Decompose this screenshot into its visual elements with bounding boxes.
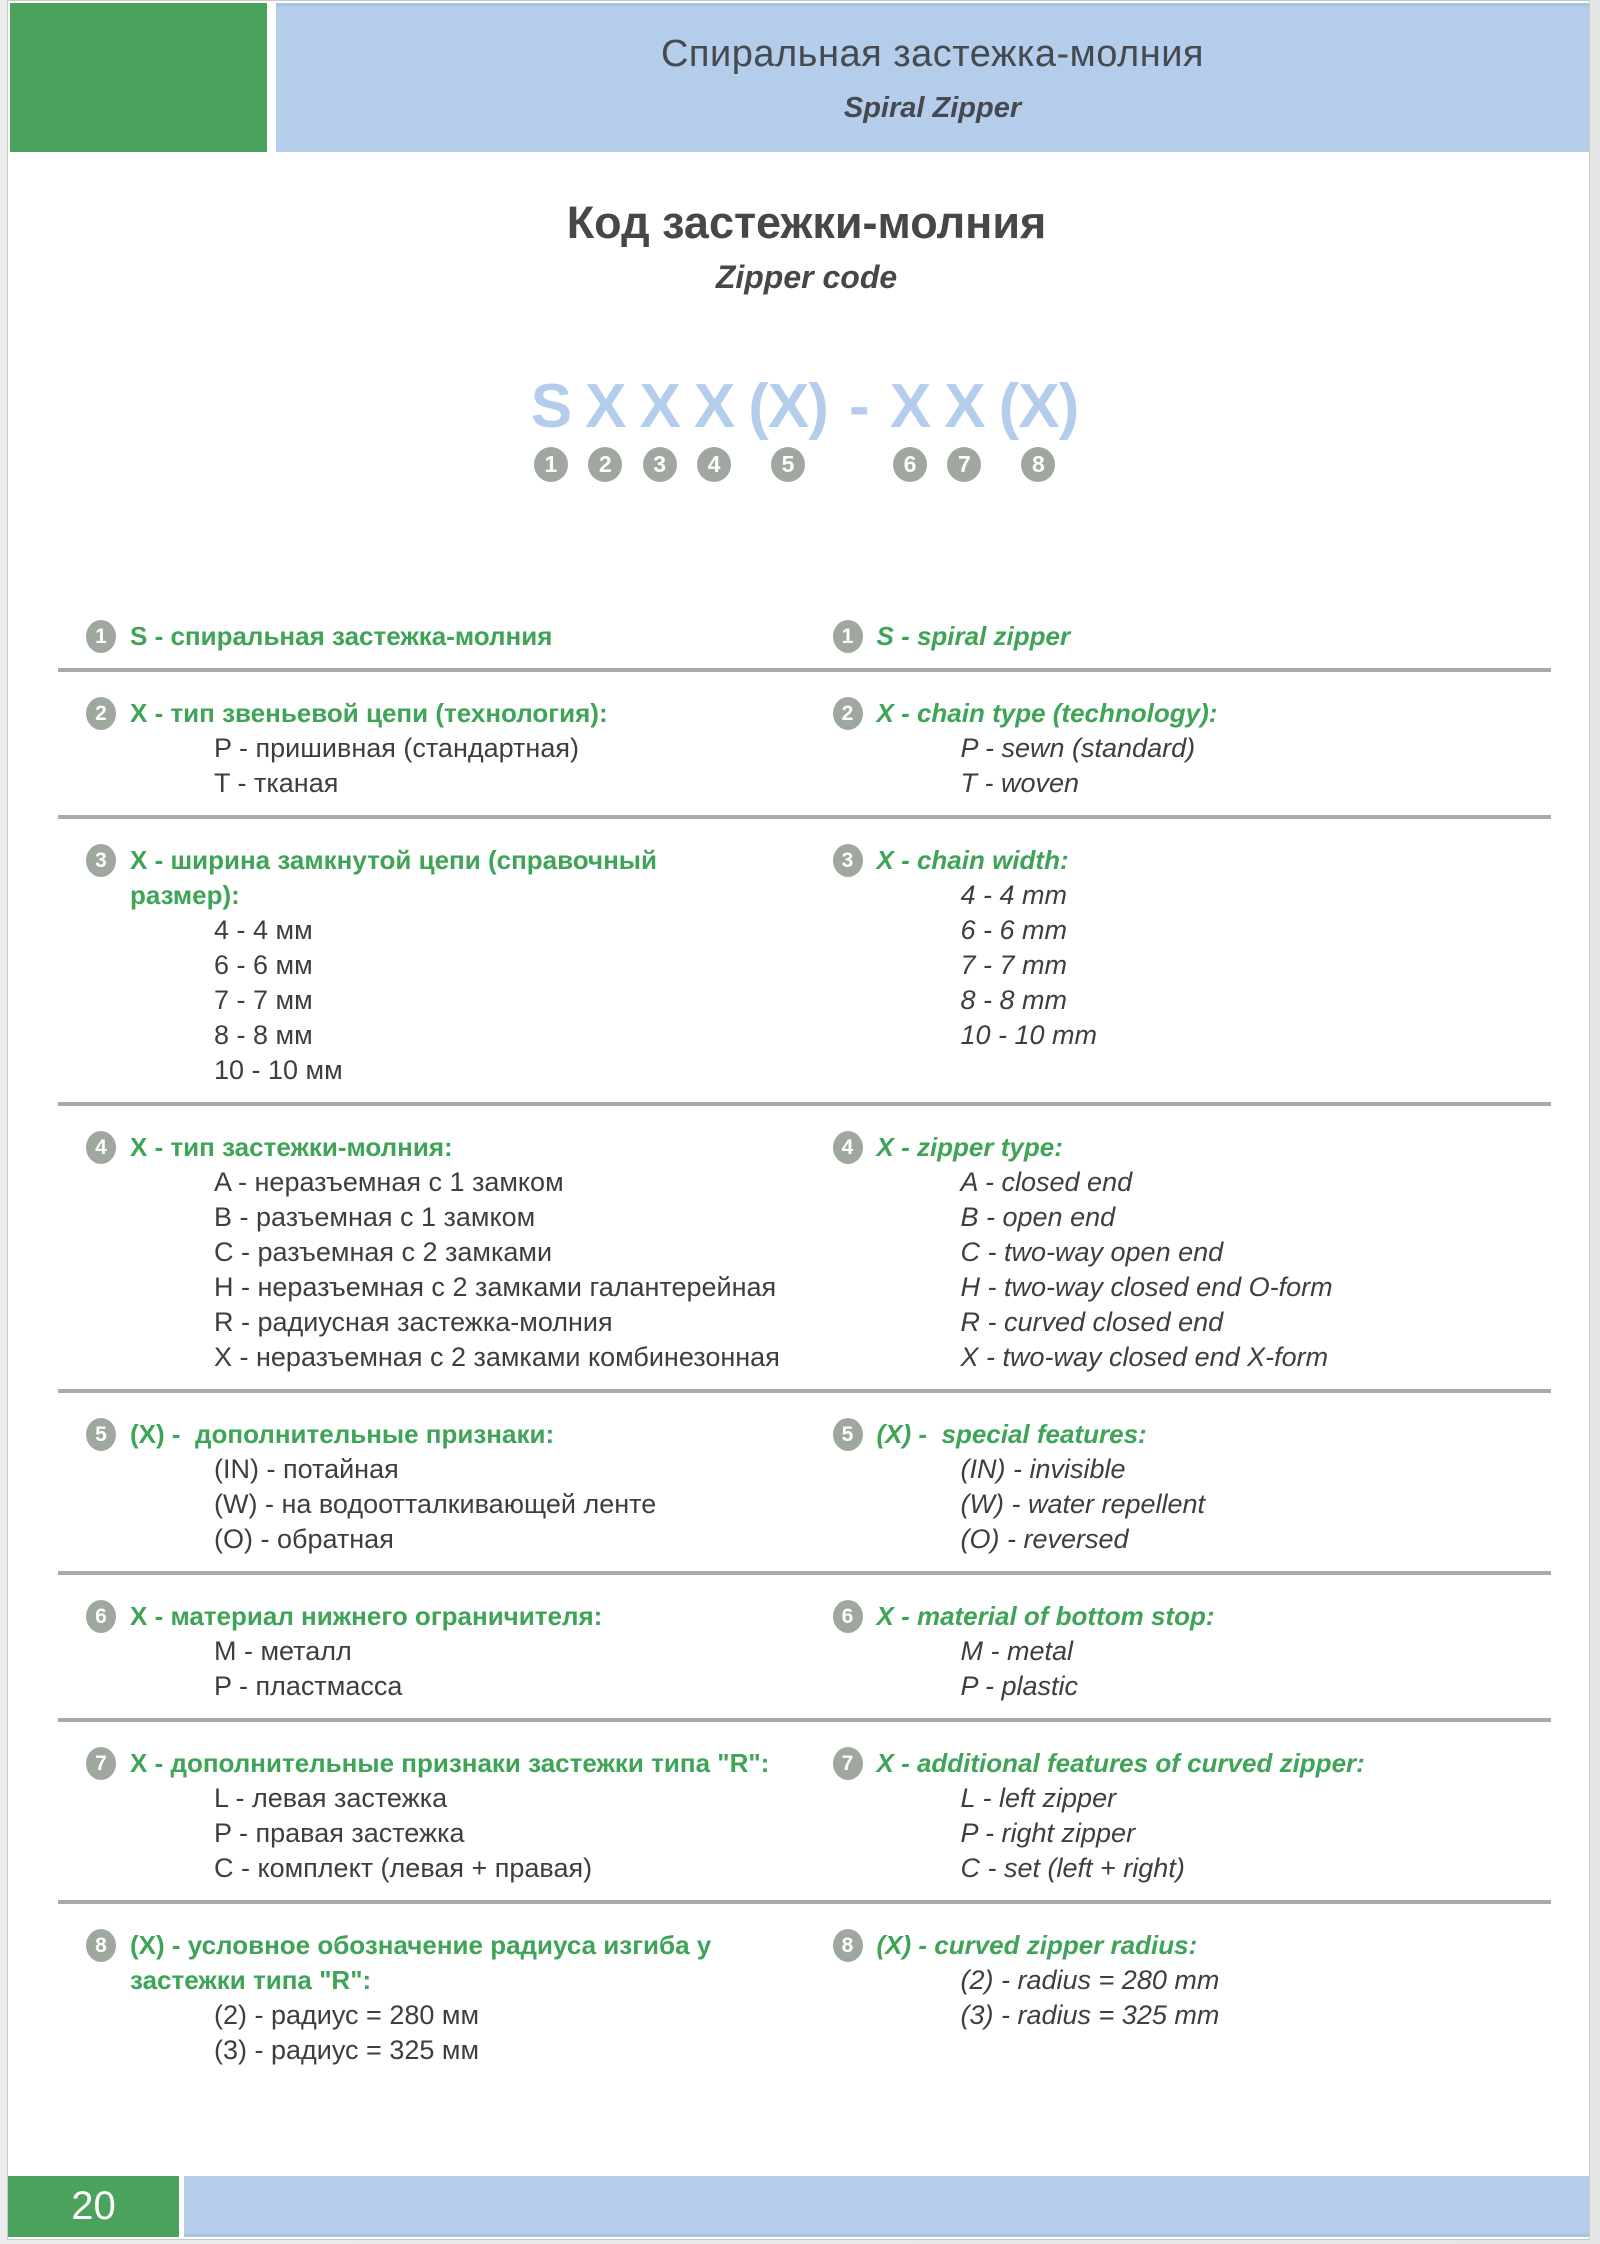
legend-item: X - two-way closed end X-form bbox=[960, 1342, 1329, 1372]
code-symbol: (X) bbox=[748, 372, 828, 441]
code-symbol-column bbox=[639, 372, 680, 482]
legend-item: (3) - радиус = 325 мм bbox=[214, 2035, 480, 2065]
code-symbol-column bbox=[693, 372, 735, 482]
section-column-ru bbox=[58, 1746, 805, 1886]
legend-section bbox=[58, 595, 1551, 672]
step-number-badge: 8 bbox=[86, 1929, 116, 1962]
section-column-ru bbox=[58, 696, 805, 801]
section-heading-text: X - ширина замкнутой цепи (справочный размер): bbox=[130, 845, 665, 910]
section-column-en bbox=[805, 843, 1552, 1088]
section-items-ru bbox=[86, 1634, 805, 1704]
section-column-en bbox=[805, 1746, 1552, 1886]
page-number: 20 bbox=[71, 2184, 116, 2228]
section-items-ru bbox=[86, 1998, 805, 2068]
legend-item: 10 - 10 мм bbox=[214, 1055, 343, 1085]
section-items-en bbox=[833, 1165, 1552, 1375]
legend-item: (O) - обратная bbox=[214, 1524, 394, 1554]
code-symbol-column bbox=[842, 372, 876, 482]
section-heading-text: X - дополнительные признаки застежки типа "R": bbox=[130, 1748, 770, 1778]
section-column-en bbox=[805, 1130, 1552, 1375]
doc-heading-ru: Код застежки-молния bbox=[566, 197, 1047, 248]
section-column-ru bbox=[58, 1599, 805, 1704]
legend-item: P - пластмасса bbox=[214, 1671, 403, 1701]
section-heading-text: X - additional features of curved zipper: bbox=[876, 1748, 1365, 1778]
section-items-en bbox=[833, 1963, 1552, 2033]
step-number-badge: 3 bbox=[86, 844, 116, 877]
code-symbol-column bbox=[748, 372, 828, 482]
section-heading-text: X - тип звеньевой цепи (технология): bbox=[130, 698, 608, 728]
section-heading-ru bbox=[86, 696, 805, 731]
section-heading-en bbox=[833, 1130, 1552, 1165]
legend-item: 4 - 4 mm bbox=[960, 880, 1068, 910]
legend-item: 7 - 7 мм bbox=[214, 985, 313, 1015]
zipper-code-row bbox=[20, 372, 1589, 482]
legend-item: M - metal bbox=[960, 1636, 1074, 1666]
legend-item: P - правая застежка bbox=[214, 1818, 465, 1848]
code-symbol-column bbox=[585, 372, 626, 482]
legend-item: T - woven bbox=[960, 768, 1080, 798]
section-items-en bbox=[833, 878, 1552, 1053]
legend-section bbox=[58, 1722, 1551, 1904]
section-heading-en bbox=[833, 696, 1552, 731]
section-heading-ru bbox=[86, 1417, 805, 1452]
section-items-en bbox=[833, 1781, 1552, 1886]
step-number-badge: 8 bbox=[833, 1929, 863, 1962]
legend-item: (W) - на водоотталкивающей ленте bbox=[214, 1489, 657, 1519]
legend-item: C - разъемная с 2 замками bbox=[214, 1237, 553, 1267]
legend-item: P - plastic bbox=[960, 1671, 1079, 1701]
doc-heading bbox=[24, 197, 1589, 296]
code-symbol: X bbox=[639, 372, 680, 441]
section-heading-ru bbox=[86, 843, 805, 913]
step-number-badge: 6 bbox=[833, 1600, 863, 1633]
legend-item: L - left zipper bbox=[960, 1783, 1117, 1813]
step-number-badge: 1 bbox=[833, 620, 863, 653]
section-heading-text: S - спиральная застежка-молния bbox=[130, 621, 553, 651]
legend-item: 6 - 6 мм bbox=[214, 950, 313, 980]
step-number-badge: 8 bbox=[1021, 447, 1055, 482]
section-column-ru bbox=[58, 1417, 805, 1557]
footer-page-number-block bbox=[8, 2176, 179, 2237]
section-heading-ru bbox=[86, 1746, 805, 1781]
section-heading-ru bbox=[86, 1599, 805, 1634]
section-heading-text: (X) - curved zipper radius: bbox=[876, 1930, 1198, 1960]
section-heading-text: (X) - условное обозначение радиуса изгиба у застежки типа "R": bbox=[130, 1930, 719, 1995]
step-number-badge: 3 bbox=[643, 447, 677, 482]
legend-item: M - металл bbox=[214, 1636, 352, 1666]
section-column-en bbox=[805, 619, 1552, 654]
legend-item: R - curved closed end bbox=[960, 1307, 1224, 1337]
section-heading-en bbox=[833, 1417, 1552, 1452]
section-items-ru bbox=[86, 731, 805, 801]
doc-heading-en: Zipper code bbox=[715, 259, 898, 295]
legend-item: (3) - radius = 325 mm bbox=[960, 2000, 1220, 2030]
legend-item: H - two-way closed end O-form bbox=[960, 1272, 1333, 1302]
code-legend-sections bbox=[58, 595, 1551, 2082]
section-items-ru bbox=[86, 1165, 805, 1375]
header-title-en: Spiral Zipper bbox=[843, 92, 1022, 124]
legend-item: (IN) - invisible bbox=[960, 1454, 1126, 1484]
legend-section bbox=[58, 1575, 1551, 1722]
legend-item: X - неразъемная с 2 замками комбинезонная bbox=[214, 1342, 780, 1372]
legend-item: (W) - water repellent bbox=[960, 1489, 1206, 1519]
step-number-badge: 2 bbox=[86, 697, 116, 730]
footer-band bbox=[184, 2176, 1589, 2237]
code-symbol-column bbox=[889, 372, 931, 482]
legend-item: C - set (left + right) bbox=[960, 1853, 1185, 1883]
section-heading-text: X - zipper type: bbox=[876, 1132, 1063, 1162]
section-heading-text: (X) - дополнительные признаки: bbox=[130, 1419, 555, 1449]
code-symbol-column bbox=[944, 372, 985, 482]
legend-item: P - пришивная (стандартная) bbox=[214, 733, 579, 763]
step-number-badge: 2 bbox=[588, 447, 622, 482]
step-number-badge: 4 bbox=[86, 1131, 116, 1164]
legend-item: (2) - radius = 280 mm bbox=[960, 1965, 1220, 1995]
legend-item: T - тканая bbox=[214, 768, 339, 798]
legend-item: R - радиусная застежка-молния bbox=[214, 1307, 613, 1337]
legend-item: L - левая застежка bbox=[214, 1783, 448, 1813]
section-heading-text: S - spiral zipper bbox=[876, 621, 1071, 651]
section-items-ru bbox=[86, 913, 805, 1088]
legend-item: 6 - 6 mm bbox=[960, 915, 1068, 945]
header-green-block bbox=[10, 3, 267, 152]
legend-section bbox=[58, 672, 1551, 819]
step-number-badge: 4 bbox=[833, 1131, 863, 1164]
legend-item: C - two-way open end bbox=[960, 1237, 1224, 1267]
step-number-badge: 5 bbox=[833, 1418, 863, 1451]
section-column-en bbox=[805, 1417, 1552, 1557]
section-heading-text: X - материал нижнего ограничителя: bbox=[130, 1601, 603, 1631]
section-column-en bbox=[805, 1928, 1552, 2068]
legend-item: A - closed end bbox=[960, 1167, 1133, 1197]
header-title-ru: Спиральная застежка-молния bbox=[660, 33, 1205, 75]
code-symbol-column bbox=[998, 372, 1079, 482]
code-symbol: X bbox=[585, 372, 626, 441]
legend-item: 8 - 8 mm bbox=[960, 985, 1068, 1015]
legend-section bbox=[58, 1393, 1551, 1575]
section-heading-en bbox=[833, 1928, 1552, 1963]
section-column-ru bbox=[58, 619, 805, 654]
section-heading-en bbox=[833, 619, 1552, 654]
step-number-badge: 1 bbox=[86, 620, 116, 653]
code-symbol: X bbox=[944, 372, 985, 441]
legend-item: 8 - 8 мм bbox=[214, 1020, 313, 1050]
section-heading-text: X - chain width: bbox=[876, 845, 1069, 875]
legend-item: (IN) - потайная bbox=[214, 1454, 399, 1484]
section-heading-text: X - тип застежки-молния: bbox=[130, 1132, 453, 1162]
section-heading-en bbox=[833, 1599, 1552, 1634]
section-heading-ru bbox=[86, 619, 805, 654]
step-number-badge: 1 bbox=[534, 447, 568, 482]
section-column-ru bbox=[58, 1130, 805, 1375]
step-number-badge: 3 bbox=[833, 844, 863, 877]
section-heading-text: (X) - special features: bbox=[876, 1419, 1147, 1449]
legend-section bbox=[58, 819, 1551, 1106]
section-items-en bbox=[833, 1634, 1552, 1704]
section-items-ru bbox=[86, 1452, 805, 1557]
section-heading-text: X - chain type (technology): bbox=[876, 698, 1218, 728]
legend-section bbox=[58, 1904, 1551, 2082]
legend-item: B - разъемная с 1 замком bbox=[214, 1202, 536, 1232]
legend-section bbox=[58, 1106, 1551, 1393]
legend-item: C - комплект (левая + правая) bbox=[214, 1853, 593, 1883]
step-number-badge: 6 bbox=[893, 447, 927, 482]
section-column-en bbox=[805, 696, 1552, 801]
section-column-ru bbox=[58, 1928, 805, 2068]
step-number-badge: 4 bbox=[697, 447, 731, 482]
legend-item: B - open end bbox=[960, 1202, 1116, 1232]
section-heading-ru bbox=[86, 1130, 805, 1165]
legend-item: (2) - радиус = 280 мм bbox=[214, 2000, 480, 2030]
legend-item: H - неразъемная с 2 замками галантерейная bbox=[214, 1272, 777, 1302]
legend-item: P - right zipper bbox=[960, 1818, 1136, 1848]
legend-item: 10 - 10 mm bbox=[960, 1020, 1098, 1050]
section-column-en bbox=[805, 1599, 1552, 1704]
code-symbol: (X) bbox=[998, 372, 1079, 441]
legend-item: 7 - 7 mm bbox=[960, 950, 1068, 980]
code-symbol: S bbox=[530, 372, 572, 441]
section-items-en bbox=[833, 1452, 1552, 1557]
section-heading-ru bbox=[86, 1928, 805, 1998]
step-number-badge: 5 bbox=[771, 447, 805, 482]
code-symbol-column bbox=[530, 372, 572, 482]
legend-item: 4 - 4 мм bbox=[214, 915, 313, 945]
section-items-ru bbox=[86, 1781, 805, 1886]
step-number-badge: 7 bbox=[833, 1747, 863, 1780]
section-heading-en bbox=[833, 1746, 1552, 1781]
section-items-en bbox=[833, 731, 1552, 801]
step-number-badge: 2 bbox=[833, 697, 863, 730]
section-heading-en bbox=[833, 843, 1552, 878]
header-band bbox=[276, 3, 1589, 152]
step-number-badge: 7 bbox=[86, 1747, 116, 1780]
catalog-page bbox=[7, 0, 1590, 2240]
legend-item: P - sewn (standard) bbox=[960, 733, 1196, 763]
legend-item: A - неразъемная с 1 замком bbox=[214, 1167, 564, 1197]
code-symbol: - bbox=[849, 372, 869, 441]
step-number-badge: 7 bbox=[947, 447, 981, 482]
code-symbol: X bbox=[693, 372, 735, 441]
section-column-ru bbox=[58, 843, 805, 1088]
code-symbol: X bbox=[889, 372, 931, 441]
step-number-badge: 5 bbox=[86, 1418, 116, 1451]
section-heading-text: X - material of bottom stop: bbox=[876, 1601, 1215, 1631]
step-number-badge: 6 bbox=[86, 1600, 116, 1633]
legend-item: (O) - reversed bbox=[960, 1524, 1129, 1554]
